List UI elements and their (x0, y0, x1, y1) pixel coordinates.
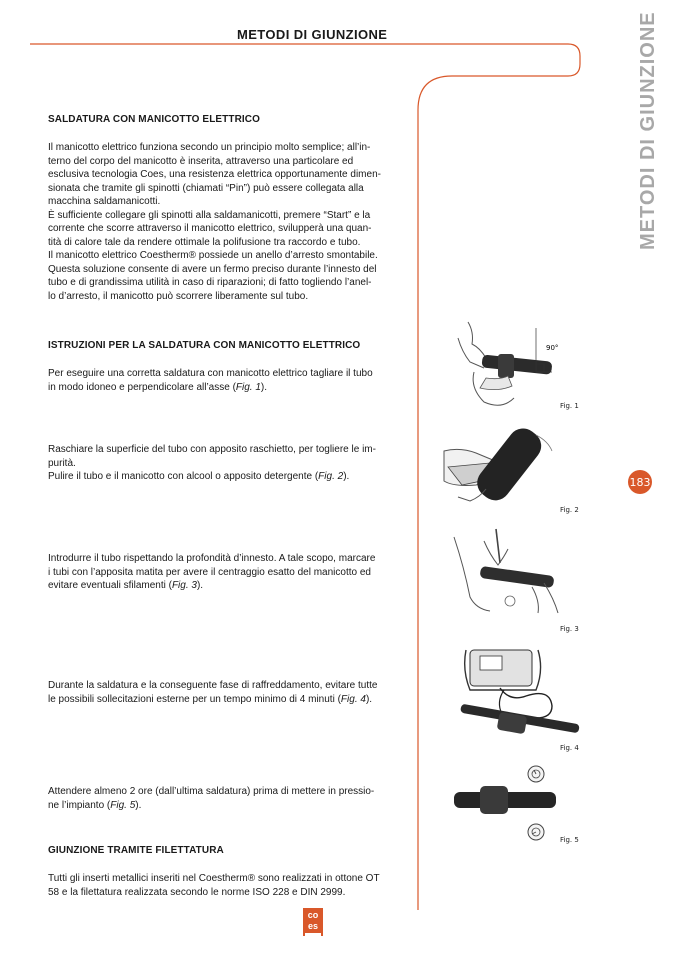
coes-logo: co es (303, 908, 323, 936)
figure-3 (440, 527, 590, 633)
figure-5-caption: Fig. 5 (560, 836, 579, 844)
welding-machine-illustration (440, 640, 590, 750)
page-title: METODI DI GIUNZIONE (237, 27, 388, 42)
paragraph-step-3: Introdurre il tubo rispettando la profondità d’innesto. A tale scopo, marcare i tubi con l’apposita matita per avere il centraggio esatto del manicotto ed evitare eventuali sfilamenti (Fig. 3). (48, 553, 376, 591)
paragraph-step-2: Raschiare la superficie del tubo con apposito raschietto, per togliere le im- purità. Pulire il tubo e il manicotto con alcool o apposito detergente (Fig. 2). (48, 444, 376, 482)
section-heading-istruzioni: ISTRUZIONI PER LA SALDATURA CON MANICOTTO ELETTRICO (48, 340, 361, 351)
figure-ref-4: Fig. 4 (340, 693, 366, 705)
figure-4 (440, 640, 590, 750)
figure-5 (440, 762, 590, 852)
figure-ref-5: Fig. 5 (110, 799, 136, 811)
paragraph-manicotto: Il manicotto elettrico funziona secondo un principio molto semplice; all’in- terno del corpo del manicotto è inserita, attraverso una particolare ed esclusiva tecnologia Coes, una resistenza elettrica opportunamente dimen- sionata che tramite gli spinotti (chiamati “Pin”) può essere collegata alla macchina saldamanicotti. È sufficiente collegare gli spinotti alla saldamanicotti, premere “Start” e la corrente che scorre attraverso il manicotto elettrico, svilupperà una quan- tità di calore tale da rendere ottimale la polifusione tra raccordo e tubo. Il manicotto elettrico Coestherm® possiede un anello d’arresto smontabile. Questa soluzione consente di avere un fermo preciso durante l’innesto del tubo e di grandissima utilità in caso di riparazioni; di fatto togliendo l’anel- lo d’arresto, il manicotto può scorrere liberamente sul tubo. (48, 142, 381, 302)
section-heading-filettatura: GIUNZIONE TRAMITE FILETTATURA (48, 845, 224, 856)
section-heading-manicotto: SALDATURA CON MANICOTTO ELETTRICO (48, 114, 260, 125)
figure-1 (440, 318, 590, 418)
pipe-scraping-illustration (440, 423, 590, 518)
figure-ref-3: Fig. 3 (171, 580, 197, 591)
pipe-marking-illustration (440, 527, 590, 627)
paragraph-step-5: Attendere almeno 2 ore (dall’ultima saldatura) prima di mettere in pressio- ne l’impianto (Fig. 5). (48, 786, 375, 811)
paragraph-step-4: Durante la saldatura e la conseguente fase di raffreddamento, evitare tutte le possibili sollecitazioni esterne per un tempo minimo di 4 minuti (Fig. 4). (48, 680, 378, 705)
figure-1-caption: Fig. 1 (560, 402, 579, 410)
figure-2-caption: Fig. 2 (560, 506, 579, 514)
paragraph-filettatura: Tutti gli inserti metallici inseriti nel Coestherm® sono realizzati in ottone OT 58 e la filettatura realizzata secondo le norme ISO 228 e DIN 2999. (48, 873, 380, 898)
angle-label: 90° (546, 344, 559, 352)
paragraph-step-1: Per eseguire una corretta saldatura con manicotto elettrico tagliare il tubo in modo idoneo e perpendicolare all’asse (Fig. 1). (48, 368, 373, 393)
page-number-badge: 183 (628, 470, 652, 494)
figure-ref-2: Fig. 2 (318, 471, 344, 482)
side-section-title: METODI DI GIUNZIONE (637, 11, 659, 250)
figure-4-caption: Fig. 4 (560, 744, 579, 752)
figure-ref-1: Fig. 1 (235, 381, 261, 393)
figure-2 (440, 423, 590, 518)
figure-3-caption: Fig. 3 (560, 625, 579, 633)
